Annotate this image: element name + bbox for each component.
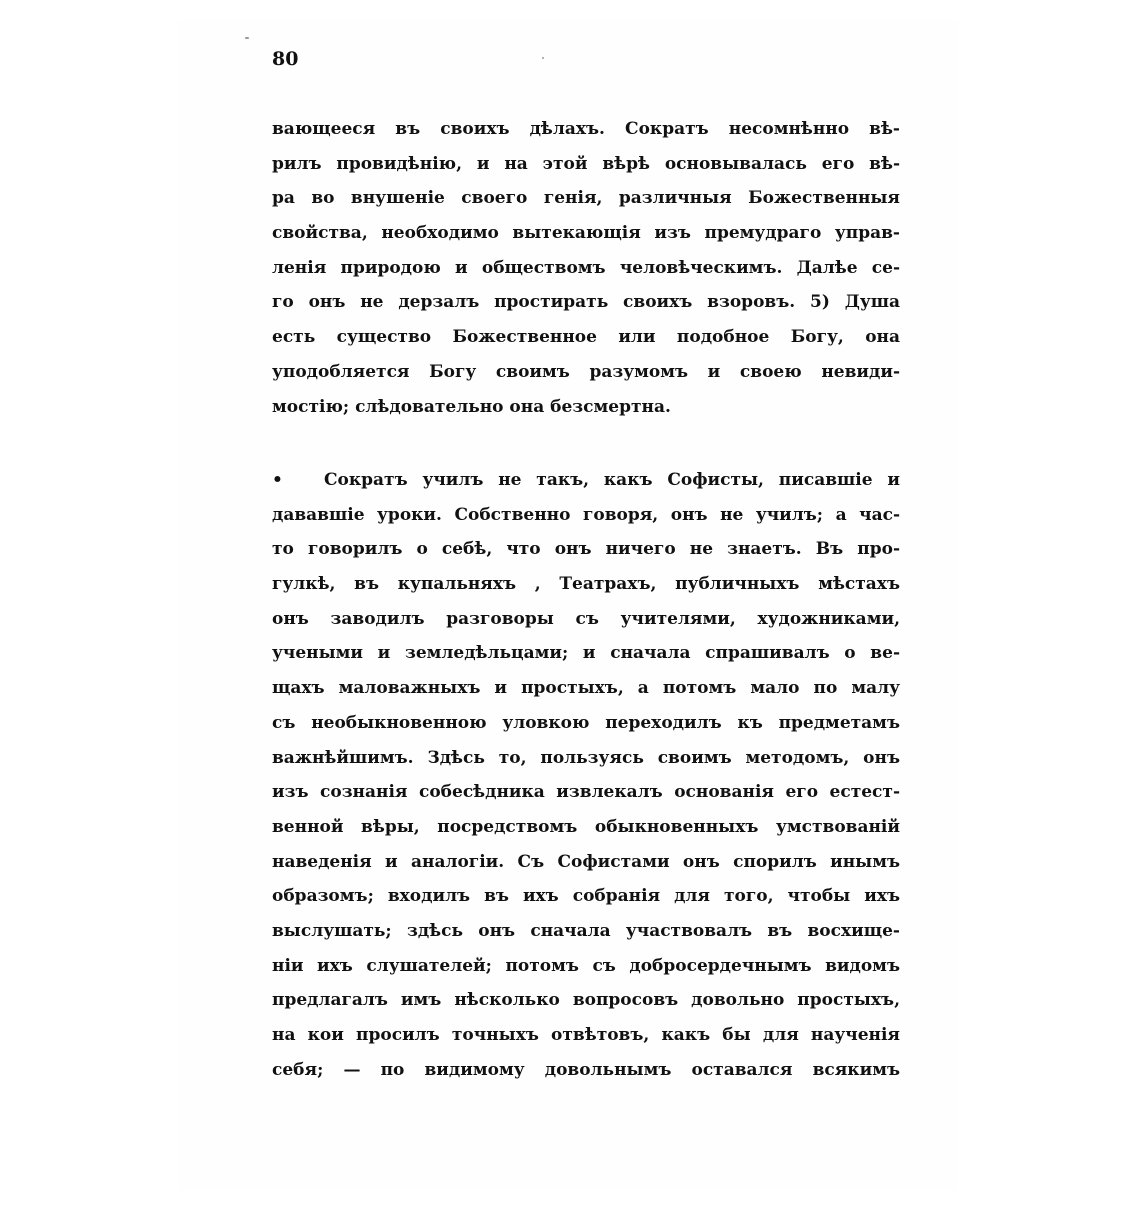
text-line: предлагалъ имъ нѣсколько вопросовъ довольно простыхъ, <box>272 990 900 1011</box>
text-line: рилъ провидѣнію, и на этой вѣрѣ основывалась его вѣ- <box>272 153 900 174</box>
paragraph-2 <box>272 463 900 1087</box>
text-line: ра во внушеніе своего генія, различныя Божественныя <box>272 188 900 209</box>
text-line-first <box>272 463 900 498</box>
text-line: дававшіе уроки. Собственно говоря, онъ не училъ; а час- <box>272 504 900 525</box>
text-line: мостію; слѣдовательно она безсмертна. <box>272 396 671 417</box>
scan-speck <box>542 57 544 59</box>
text-line: венной вѣры, посредствомъ обыкновенныхъ умствованій <box>272 816 900 837</box>
text-line: наведенія и аналогіи. Съ Софистами онъ спорилъ инымъ <box>272 851 900 872</box>
text-line: образомъ; входилъ въ ихъ собранія для того, чтобы ихъ <box>272 886 900 907</box>
text-line: то говорилъ о себѣ, что онъ ничего не знаетъ. Въ про- <box>272 539 900 560</box>
text-line: себя; — по видимому довольнымъ оставался всякимъ <box>272 1059 900 1080</box>
text-line: есть существо Божественное или подобное Богу, она <box>272 327 900 348</box>
text-line: уподобляется Богу своимъ разумомъ и своею невиди- <box>272 361 900 382</box>
page-number: 80 <box>272 48 299 70</box>
text-line: вающееся въ своихъ дѣлахъ. Сократъ несомнѣнно вѣ- <box>272 119 900 139</box>
text-line: изъ сознанія собесѣдника извлекалъ основанія его естест- <box>272 782 900 803</box>
text-line-first-text: Сократъ училъ не такъ, какъ Софисты, писавшіе и <box>324 470 900 490</box>
text-line: го онъ не дерзалъ простирать своихъ взоровъ. 5) Душа <box>272 292 900 313</box>
text-line: на кои просилъ точныхъ отвѣтовъ, какъ бы для наученія <box>272 1025 900 1045</box>
text-line: гулкѣ, въ купальняхъ , Театрахъ, публичныхъ мѣстахъ <box>272 574 900 595</box>
text-line: важнѣйшимъ. Здѣсь то, пользуясь своимъ методомъ, онъ <box>272 747 900 768</box>
text-line: учеными и земледѣльцами; и сначала спрашивалъ о ве- <box>272 643 900 664</box>
text-line: съ необыкновенною уловкою переходилъ къ предметамъ <box>272 712 900 733</box>
text-line: онъ заводилъ разговоры съ учителями, художниками, <box>272 608 900 629</box>
text-line: свойства, необходимо вытекающія изъ премудраго управ- <box>272 223 900 244</box>
text-line: выслушать; здѣсь онъ сначала участвовалъ въ восхище- <box>272 920 900 941</box>
paragraph-1 <box>272 112 900 424</box>
paragraph-mark: • <box>272 470 283 490</box>
scan-speck <box>245 37 249 39</box>
text-line: щахъ маловажныхъ и простыхъ, а потомъ мало по малу <box>272 678 900 699</box>
text-line: ленія природою и обществомъ человѣческимъ. Далѣе се- <box>272 257 900 278</box>
text-line: ніи ихъ слушателей; потомъ съ добросердечнымъ видомъ <box>272 955 900 976</box>
